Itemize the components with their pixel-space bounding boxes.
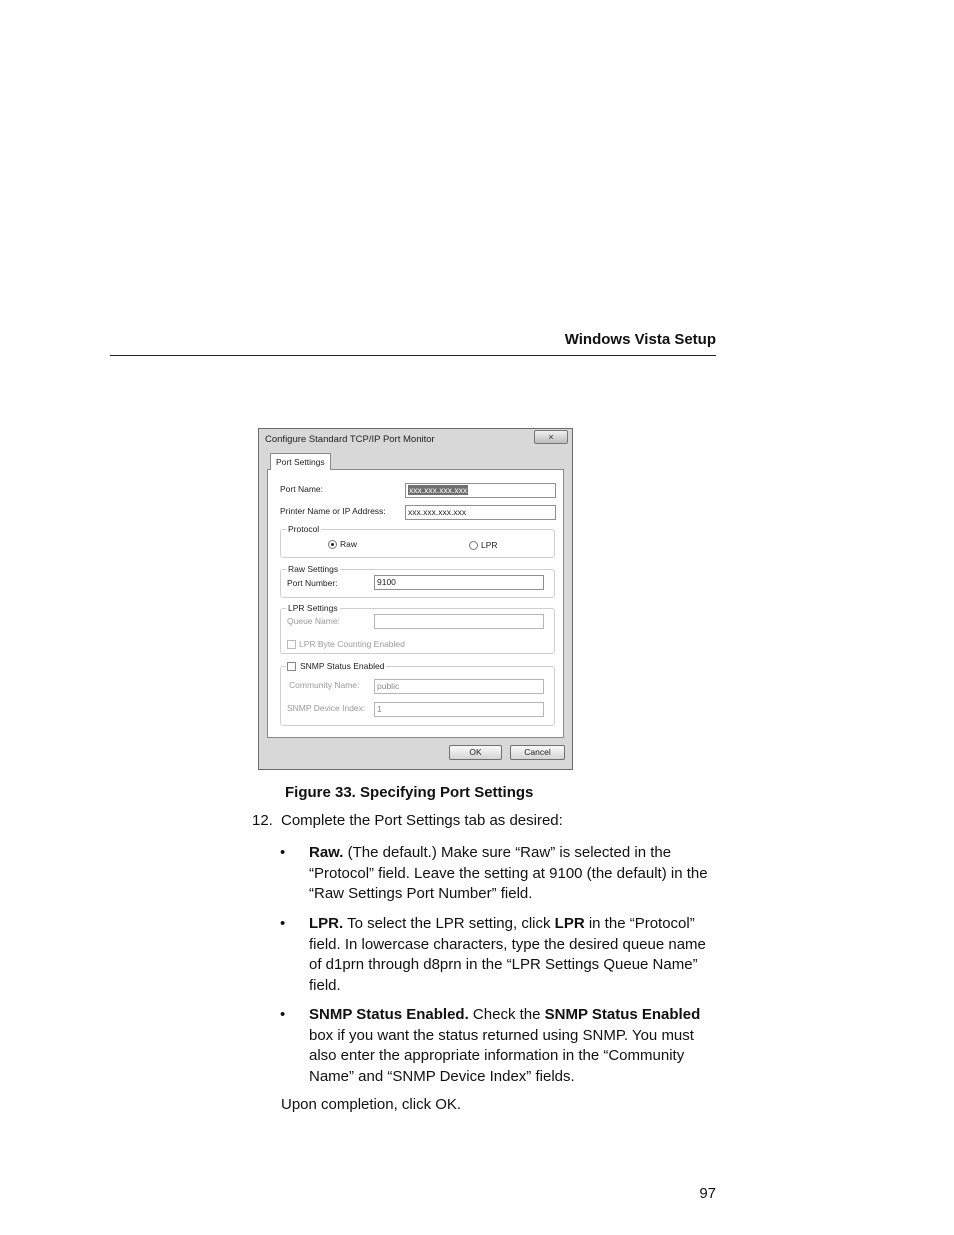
- queue-name-label: Queue Name:: [287, 616, 340, 626]
- community-name-input[interactable]: public: [374, 679, 544, 694]
- bullet-snmp: [309, 1005, 717, 1087]
- close-button[interactable]: [534, 430, 568, 444]
- lpr-settings-title: LPR Settings: [288, 603, 338, 613]
- snmp-device-index-input[interactable]: 1: [374, 702, 544, 717]
- bullet-snmp-text-1: Check the: [468, 1006, 545, 1023]
- bullet-lpr-bold: LPR: [554, 915, 585, 932]
- dialog-titlebar: [259, 429, 572, 447]
- page-number: 97: [699, 1185, 716, 1202]
- lpr-settings-group: [280, 603, 555, 654]
- step-number: 12.: [252, 812, 273, 829]
- close-icon: ×: [548, 432, 554, 442]
- port-name-label: Port Name:: [280, 484, 323, 494]
- cancel-button[interactable]: Cancel: [510, 745, 565, 760]
- step-12: [252, 812, 563, 829]
- protocol-group: [280, 524, 555, 558]
- completion-text: Upon completion, click OK.: [281, 1096, 462, 1113]
- community-name-label: Community Name:: [289, 680, 360, 690]
- lpr-byte-counting-checkbox[interactable]: [287, 640, 296, 649]
- snmp-status-checkbox[interactable]: [287, 662, 296, 671]
- bullet-lpr-text-1: To select the LPR setting, click: [343, 915, 555, 932]
- port-name-input[interactable]: [405, 483, 556, 498]
- bullet-snmp-text-2: box if you want the status returned using SNMP. You must also enter the appropriate information in the “Community Name” and “SNMP Device Index” fields.: [309, 1026, 694, 1085]
- bullet-raw-lead: Raw.: [309, 844, 344, 861]
- running-header: Windows Vista Setup: [564, 331, 716, 348]
- bullet-snmp-bold: SNMP Status Enabled: [544, 1006, 701, 1023]
- port-monitor-dialog: [258, 428, 573, 770]
- queue-name-input[interactable]: [374, 614, 544, 629]
- snmp-group: [280, 661, 555, 726]
- bullet-snmp-lead: SNMP Status Enabled.: [309, 1006, 469, 1023]
- figure-caption: Figure 33. Specifying Port Settings: [285, 784, 534, 801]
- bullet-icon: •: [280, 915, 286, 932]
- port-settings-panel: [267, 469, 564, 738]
- bullet-lpr-lead: LPR.: [309, 915, 344, 932]
- dialog-title: Configure Standard TCP/IP Port Monitor: [265, 434, 435, 445]
- port-name-value: xxx.xxx.xxx.xxx: [409, 485, 468, 495]
- snmp-device-index-label: SNMP Device Index:: [287, 703, 366, 713]
- printer-name-input[interactable]: xxx.xxx.xxx.xxx: [405, 505, 556, 520]
- bullet-raw-text: (The default.) Make sure “Raw” is selected in the “Protocol” field. Leave the setting at 9100 (the default) in the “Raw Settings Port Number” field.: [309, 844, 708, 902]
- lpr-radio[interactable]: [469, 541, 478, 550]
- printer-name-label: Printer Name or IP Address:: [280, 506, 386, 516]
- lpr-radio-label: LPR: [481, 540, 498, 550]
- protocol-group-title: Protocol: [288, 524, 320, 534]
- snmp-group-title: [286, 661, 386, 671]
- raw-settings-group: [280, 564, 555, 598]
- bullet-lpr-text-2: in the “Protocol” field. In lowercase characters, type the desired queue name of d1prn through d8prn in the “LPR Settings Queue Name” field.: [309, 915, 706, 994]
- bullet-raw: [309, 843, 717, 905]
- raw-radio[interactable]: [328, 540, 337, 549]
- tab-port-settings[interactable]: Port Settings: [270, 453, 331, 470]
- step-text: Complete the Port Settings tab as desired:: [281, 812, 563, 829]
- raw-settings-title: Raw Settings: [288, 564, 339, 574]
- lpr-byte-counting-label: LPR Byte Counting Enabled: [299, 639, 405, 649]
- bullet-icon: •: [280, 1006, 286, 1023]
- raw-radio-label: Raw: [340, 539, 358, 549]
- snmp-status-label: SNMP Status Enabled: [300, 661, 385, 671]
- port-number-input[interactable]: 9100: [374, 575, 544, 590]
- bullet-icon: •: [280, 844, 286, 861]
- bullet-lpr: [309, 914, 717, 996]
- header-rule: [110, 355, 716, 356]
- port-number-label: Port Number:: [287, 578, 338, 588]
- ok-button[interactable]: OK: [449, 745, 502, 760]
